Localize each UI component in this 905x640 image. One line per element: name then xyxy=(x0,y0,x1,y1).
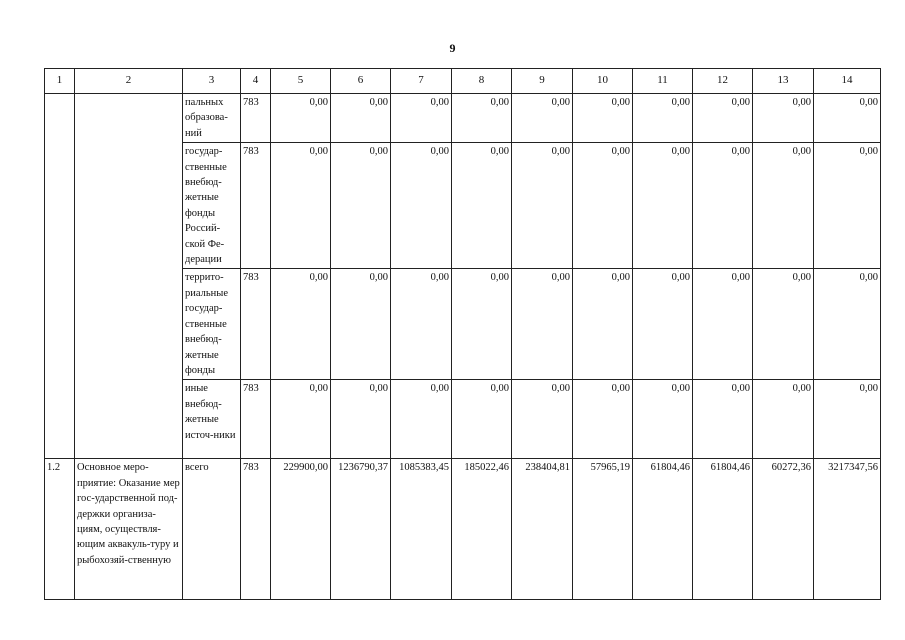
value-cell: 0,00 xyxy=(633,143,693,269)
value-cell: 0,00 xyxy=(512,143,573,269)
funding-source-cell: террито-риальные государ-ственные внебюд-жетные фонды xyxy=(183,269,241,380)
value-cell: 185022,46 xyxy=(452,459,512,600)
value-cell: 0,00 xyxy=(331,380,391,459)
code-cell: 783 xyxy=(241,94,271,143)
value-cell: 1236790,37 xyxy=(331,459,391,600)
value-cell: 0,00 xyxy=(452,94,512,143)
code-cell: 783 xyxy=(241,269,271,380)
row-number-cell: 1.2 xyxy=(45,459,75,600)
value-cell: 0,00 xyxy=(573,380,633,459)
value-cell: 0,00 xyxy=(331,269,391,380)
value-cell: 0,00 xyxy=(271,94,331,143)
header-cell: 9 xyxy=(512,69,573,94)
value-cell: 0,00 xyxy=(452,269,512,380)
funding-source-cell: государ-ственные внебюд-жетные фонды Россий-ской Фе-дерации xyxy=(183,143,241,269)
header-cell: 6 xyxy=(331,69,391,94)
value-cell: 0,00 xyxy=(391,269,452,380)
value-cell: 0,00 xyxy=(512,94,573,143)
value-cell: 57965,19 xyxy=(573,459,633,600)
funding-source-cell: пальных образова-ний xyxy=(183,94,241,143)
value-cell: 0,00 xyxy=(512,380,573,459)
value-cell: 0,00 xyxy=(331,94,391,143)
value-cell: 1085383,45 xyxy=(391,459,452,600)
value-cell: 0,00 xyxy=(271,269,331,380)
value-cell: 0,00 xyxy=(814,269,881,380)
value-cell: 0,00 xyxy=(391,380,452,459)
value-cell: 0,00 xyxy=(633,269,693,380)
empty-event-cell xyxy=(75,94,183,459)
header-cell: 13 xyxy=(753,69,814,94)
table-header-row xyxy=(45,69,881,94)
value-cell: 238404,81 xyxy=(512,459,573,600)
value-cell: 0,00 xyxy=(573,94,633,143)
value-cell: 0,00 xyxy=(271,380,331,459)
header-cell: 14 xyxy=(814,69,881,94)
value-cell: 61804,46 xyxy=(693,459,753,600)
value-cell: 61804,46 xyxy=(633,459,693,600)
code-cell: 783 xyxy=(241,143,271,269)
funding-source-cell: всего xyxy=(183,459,241,600)
budget-table xyxy=(44,68,881,600)
value-cell: 229900,00 xyxy=(271,459,331,600)
header-cell: 3 xyxy=(183,69,241,94)
header-cell: 7 xyxy=(391,69,452,94)
value-cell: 0,00 xyxy=(331,143,391,269)
value-cell: 0,00 xyxy=(753,94,814,143)
value-cell: 0,00 xyxy=(693,380,753,459)
header-cell: 5 xyxy=(271,69,331,94)
value-cell: 0,00 xyxy=(452,380,512,459)
value-cell: 0,00 xyxy=(693,94,753,143)
funding-source-cell: иные внебюд-жетные источ-ники xyxy=(183,380,241,459)
value-cell: 60272,36 xyxy=(753,459,814,600)
value-cell: 0,00 xyxy=(753,143,814,269)
value-cell: 0,00 xyxy=(573,143,633,269)
value-cell: 0,00 xyxy=(633,94,693,143)
header-cell: 1 xyxy=(45,69,75,94)
value-cell: 0,00 xyxy=(391,143,452,269)
value-cell: 0,00 xyxy=(753,269,814,380)
code-cell: 783 xyxy=(241,380,271,459)
code-cell: 783 xyxy=(241,459,271,600)
value-cell: 0,00 xyxy=(814,94,881,143)
value-cell: 0,00 xyxy=(271,143,331,269)
value-cell: 0,00 xyxy=(753,380,814,459)
value-cell: 0,00 xyxy=(814,380,881,459)
empty-row-number-cell xyxy=(45,94,75,459)
value-cell: 0,00 xyxy=(633,380,693,459)
table-row xyxy=(45,94,881,143)
table-row xyxy=(45,459,881,600)
event-title-cell: Основное меро-приятие: Оказание мер гос-ударственной под-держки организа-циям, осуществля-ющим аквакуль-туру и рыбохозяй-ственную xyxy=(75,459,183,600)
header-cell: 8 xyxy=(452,69,512,94)
header-cell: 2 xyxy=(75,69,183,94)
value-cell: 0,00 xyxy=(814,143,881,269)
value-cell: 0,00 xyxy=(452,143,512,269)
value-cell: 3217347,56 xyxy=(814,459,881,600)
page-number: 9 xyxy=(449,41,456,55)
value-cell: 0,00 xyxy=(512,269,573,380)
header-cell: 11 xyxy=(633,69,693,94)
header-cell: 4 xyxy=(241,69,271,94)
header-cell: 10 xyxy=(573,69,633,94)
value-cell: 0,00 xyxy=(573,269,633,380)
value-cell: 0,00 xyxy=(693,269,753,380)
value-cell: 0,00 xyxy=(391,94,452,143)
value-cell: 0,00 xyxy=(693,143,753,269)
header-cell: 12 xyxy=(693,69,753,94)
